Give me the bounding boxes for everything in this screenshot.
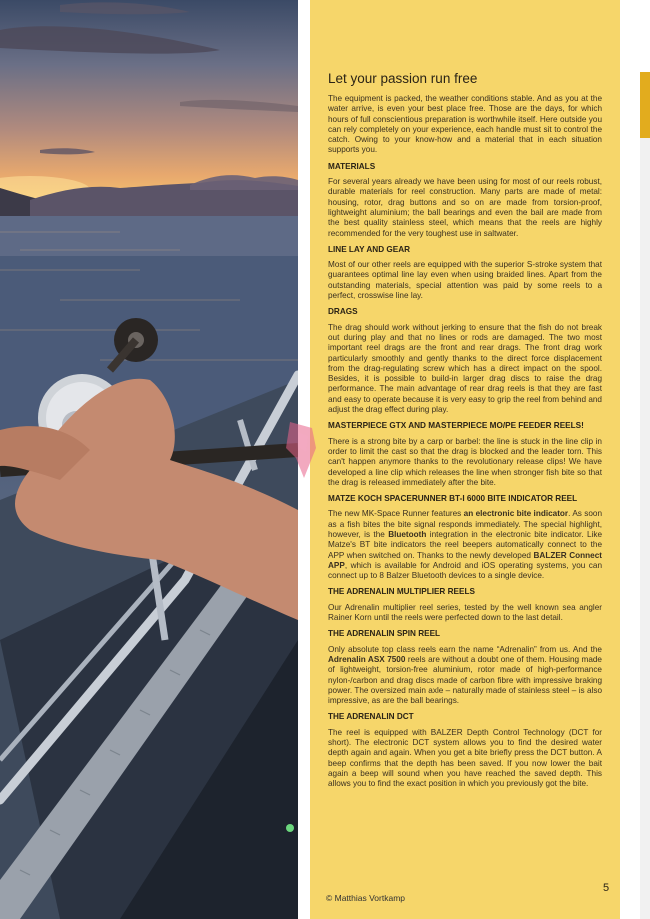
section-heading-spin-reel: THE ADRENALIN SPIN REEL [328, 629, 441, 639]
fishing-photo [0, 0, 298, 919]
page-number: 5 [603, 882, 610, 894]
section-text-dct: The reel is equipped with BALZER Depth Control Technology (DCT for short). The electronic DCT system allows you to find the desired water depth again and again. When you get a bite briefly press the DCT button. A beep confirms that the depth has been saved. If you now lower the bait again a beep will sound when you have reached the saved depth. This allows you to find the exact position in which you previously got the bite. [328, 727, 602, 789]
section-text-spin-reel: Only absolute top class reels earn the name “Adrenalin” from us. And the Adrenalin ASX 7500 reels are without a doubt one of them. Housing made of lightweight, torsion-free aluminium, rotor made of high-performance nylon-/carbon and drag discs made of carbon fibre with impressive braking power. The oversized main axle – naturally made of stainless steel – is also impressive, as are the ball bearings. [328, 644, 602, 706]
intro-paragraph: The equipment is packed, the weather conditions stable. And as you at the water arrive, is even your best place free. Those are the days, for which hours of full conscientious preparation is worthwhile itself. Here outside you can rely completely on your experience, each handle must sit to control the catch. Owing to your know-how and a material that in each situation supports you. [328, 94, 602, 155]
section-tab-marker [640, 72, 650, 138]
side-margin-strip [640, 138, 650, 919]
section-heading-drags: DRAGS [328, 307, 358, 317]
article-body [328, 70, 602, 794]
photo-credit: © Matthias Vortkamp [326, 893, 406, 903]
section-heading-spacerunner: MATZE KOCH SPACERUNNER BT-I 6000 BITE INDICATOR REEL [328, 494, 578, 504]
watermark-logo [282, 418, 322, 482]
section-heading-materials: MATERIALS [328, 161, 376, 171]
section-text-spacerunner: The new MK-Space Runner features an electronic bite indicator. As soon as a fish bites the bite signal responds immediately. The special highlight, however, is the Bluetooth integration in the electronic bite indicator. Like Matze's BT bite indicators the reel beepers automatically connect to the APP when switched on. Thanks to the newly developed BALZER Connect APP, which is available for Android and iOS operating systems, you can connect up to 8 Balzer Bluetooth devices to a single device. [328, 509, 603, 581]
section-text-materials: For several years already we have been using for most of our reels robust, durable materials for reel construction. Many parts are made of metal: housing, rotor, drag buttons and so on are made from torsion-proof, lightweight aluminium; the ball bearings and even the bail are made from the best quality stainless steel, which means that the reels are highly recommended for the very toughest use in saltwater. [328, 177, 602, 238]
section-heading-masterpiece: MASTERPIECE GTX AND MASTERPIECE MO/PE FEEDER REELS! [328, 421, 584, 431]
section-text-drags: The drag should work without jerking to ensure that the fish do not break out during play and that no lines or rods are damaged. The two most important reel drags are the front and rear drags. The front drag work particularly smoothly and gently thanks to the direct force displacement from the drag-regulating screw which has a direct impact on the spool. Besides, it is possible to build-in larger drag discs to raise the drag performance. The main advantage of rear drag reels is that they are fast and easy to operate because it is very easy to grip the reel from behind and adjust the drag effect during play. [328, 322, 602, 415]
photo-illustration [0, 0, 298, 919]
section-heading-dct: THE ADRENALIN DCT [328, 712, 414, 722]
section-text-line-lay: Most of our other reels are equipped with the superior S-stroke system that guarantees optimal line lay even when using braided lines. Apart from the outstanding materials, special attention was paid by some reels to a perfect, crosswise line lay. [328, 260, 602, 301]
section-heading-line-lay: LINE LAY AND GEAR [328, 244, 411, 254]
section-text-multiplier: Our Adrenalin multiplier reel series, tested by the well known sea angler Rainer Korn until the reels were perfected down to the last detail. [328, 602, 602, 623]
section-text-masterpiece: There is a strong bite by a carp or barbel: the line is stuck in the line clip in order to limit the cast so that the drag is blocked and the leader torn. This can't happen anymore thanks to the revolutionary release clips! We have developed a line clip which releases the line when stronger fish bite so that the drag is released immediately after the bite. [328, 436, 602, 487]
section-heading-multiplier: THE ADRENALIN MULTIPLIER REELS [328, 587, 475, 597]
article-title: Let your passion run free [328, 71, 478, 86]
